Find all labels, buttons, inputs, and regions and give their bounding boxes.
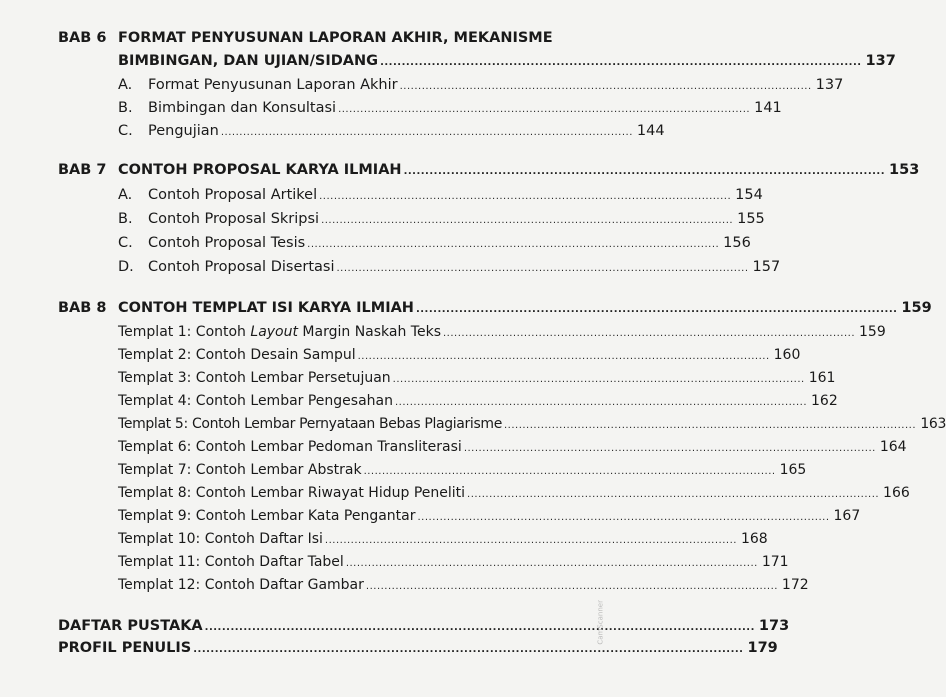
page-number: 137 — [865, 53, 896, 69]
chapter-heading-row[interactable] — [118, 162, 920, 178]
toc-entry[interactable] — [118, 554, 789, 570]
leader-dots: ................................................................................................................ — [357, 351, 770, 362]
leader-dots: ................................................................................................................ — [324, 535, 737, 546]
leader-dots: ................................................................................................................ — [345, 558, 758, 569]
leader-dots: ................................................................................................................................ — [193, 644, 744, 655]
entry-label: Contoh Proposal Skripsi — [148, 211, 320, 227]
entry-label: Templat 1: Contoh — [118, 324, 251, 340]
chapter-number: BAB 8 — [58, 300, 107, 316]
leader-dots: ................................................................................................................ — [321, 215, 734, 226]
entry-label: Contoh Proposal Tesis — [148, 235, 306, 251]
chapter-heading-row[interactable] — [118, 53, 896, 69]
leader-dots: ................................................................................................................................ — [204, 622, 755, 633]
page-number: 165 — [779, 462, 807, 478]
page-number: 173 — [758, 618, 790, 634]
page-number: 162 — [811, 393, 838, 409]
toc-entry[interactable] — [118, 370, 836, 386]
entry-label: Templat 12: Contoh Daftar Gambar — [118, 577, 364, 593]
leader-dots: ................................................................................................................ — [415, 304, 898, 315]
page-number: 167 — [833, 508, 861, 524]
page-number: 171 — [761, 554, 789, 570]
toc-back-entry[interactable] — [58, 640, 778, 656]
page-number: 137 — [815, 77, 844, 93]
chapter-number: BAB 6 — [58, 30, 107, 46]
page-number: 161 — [808, 370, 836, 386]
leader-dots: ................................................................................................................ — [380, 57, 862, 68]
leader-dots: ................................................................................................................ — [403, 166, 886, 177]
leader-dots: ................................................................................................................ — [392, 374, 805, 385]
page-number: 172 — [781, 577, 809, 593]
leader-dots: ................................................................................................................ — [338, 104, 751, 115]
entry-letter: C. — [118, 235, 133, 251]
leader-dots: ................................................................................................................ — [220, 127, 633, 138]
chapter-number: BAB 7 — [58, 162, 107, 178]
leader-dots: ................................................................................................................ — [503, 420, 916, 431]
entry-label: Templat 2: Contoh Desain Sampul — [118, 347, 356, 363]
toc-entry[interactable] — [118, 123, 665, 139]
page-number: 153 — [889, 162, 920, 178]
chapter-heading-row[interactable] — [118, 300, 932, 316]
entry-letter: A. — [118, 187, 133, 203]
chapter-title-line1: FORMAT PENYUSUNAN LAPORAN AKHIR, MEKANISME — [118, 30, 553, 46]
leader-dots: ................................................................................................................ — [395, 397, 808, 408]
entry-label: Templat 5: Contoh Lembar Pernyataan Bebas Plagiarisme — [118, 416, 502, 432]
entry-label: Templat 3: Contoh Lembar Persetujuan — [118, 370, 391, 386]
entry-letter: D. — [118, 259, 134, 275]
entry-label-italic: Layout — [250, 324, 298, 340]
page-number: 159 — [859, 324, 886, 340]
toc-entry[interactable] — [118, 347, 801, 363]
toc-entry[interactable] — [118, 508, 861, 524]
leader-dots: ................................................................................................................ — [363, 466, 776, 477]
page-number: 154 — [735, 187, 763, 203]
back-label: DAFTAR PUSTAKA — [58, 618, 203, 634]
leader-dots: ................................................................................................................ — [336, 263, 749, 274]
entry-label: Templat 6: Contoh Lembar Pedoman Transliterasi — [118, 439, 462, 455]
page-number: 179 — [747, 640, 778, 656]
toc-entry[interactable] — [118, 577, 809, 593]
page-number: 160 — [773, 347, 801, 363]
page-number: 141 — [754, 100, 782, 116]
entry-letter: B. — [118, 211, 133, 227]
entry-label: Templat 8: Contoh Lembar Riwayat Hidup Peneliti — [118, 485, 466, 501]
toc-entry[interactable] — [118, 531, 768, 547]
leader-dots: ................................................................................................................ — [399, 81, 812, 92]
toc-back-entry[interactable] — [58, 618, 790, 634]
entry-label: Format Penyusunan Laporan Akhir — [148, 77, 398, 93]
toc-entry[interactable] — [118, 211, 765, 227]
scanner-watermark: CamScanner — [597, 600, 605, 645]
entry-label: Pengujian — [148, 123, 219, 139]
page-number: 155 — [737, 211, 765, 227]
chapter-title-line2: BIMBINGAN, DAN UJIAN/SIDANG — [118, 53, 379, 69]
entry-label: Templat 7: Contoh Lembar Abstrak — [118, 462, 362, 478]
leader-dots: ................................................................................................................ — [443, 328, 856, 339]
toc-entry[interactable] — [118, 462, 807, 478]
page-number: 163 — [920, 416, 946, 432]
toc-entry[interactable] — [118, 77, 844, 93]
toc-entry[interactable] — [118, 324, 886, 340]
leader-dots: ................................................................................................................ — [307, 239, 720, 250]
entry-label: Templat 10: Contoh Daftar Isi — [118, 531, 323, 547]
page-number: 159 — [901, 300, 932, 316]
toc-entry[interactable] — [118, 259, 781, 275]
leader-dots: ................................................................................................................ — [467, 489, 880, 500]
page-number: 164 — [879, 439, 907, 455]
entry-label: Templat 9: Contoh Lembar Kata Pengantar — [118, 508, 416, 524]
entry-label: Bimbingan dan Konsultasi — [148, 100, 337, 116]
entry-label: Templat 4: Contoh Lembar Pengesahan — [118, 393, 393, 409]
toc-entry[interactable] — [118, 485, 910, 501]
leader-dots: ................................................................................................................ — [417, 512, 830, 523]
toc-entry[interactable] — [118, 187, 763, 203]
entry-label: Contoh Proposal Artikel — [148, 187, 318, 203]
entry-letter: A. — [118, 77, 133, 93]
page-number: 157 — [752, 259, 781, 275]
entry-letter: B. — [118, 100, 133, 116]
page-number: 144 — [636, 123, 665, 139]
back-label: PROFIL PENULIS — [58, 640, 192, 656]
page-number: 156 — [723, 235, 751, 251]
chapter-title: CONTOH PROPOSAL KARYA ILMIAH — [118, 162, 402, 178]
page-number: 166 — [883, 485, 910, 501]
toc-entry[interactable] — [118, 100, 782, 116]
page-number: 168 — [740, 531, 768, 547]
entry-label: Contoh Proposal Disertasi — [148, 259, 335, 275]
entry-label: Margin Naskah Teks — [297, 324, 441, 340]
leader-dots: ................................................................................................................ — [365, 581, 778, 592]
toc-entry[interactable] — [118, 416, 946, 432]
leader-dots: ................................................................................................................ — [463, 443, 876, 454]
toc-entry[interactable] — [118, 235, 751, 251]
entry-letter: C. — [118, 123, 133, 139]
toc-entry[interactable] — [118, 439, 907, 455]
entry-label: Templat 11: Contoh Daftar Tabel — [118, 554, 344, 570]
chapter-title: CONTOH TEMPLAT ISI KARYA ILMIAH — [118, 300, 414, 316]
toc-entry[interactable] — [118, 393, 838, 409]
leader-dots: ................................................................................................................ — [319, 191, 732, 202]
